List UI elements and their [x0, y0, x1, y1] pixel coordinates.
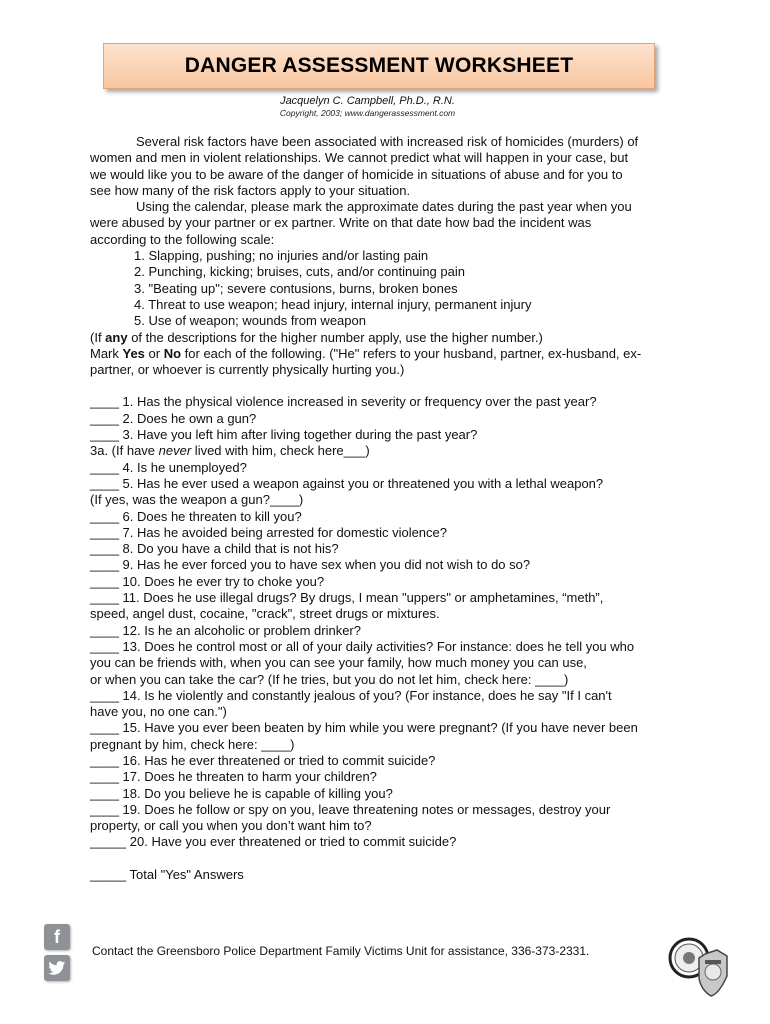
- question-17[interactable]: ____ 17. Does he threaten to harm your children?: [90, 769, 377, 785]
- twitter-icon[interactable]: [44, 955, 70, 981]
- question-13[interactable]: ____ 13. Does he control most or all of your daily activities? For instance: does he tell you who: [90, 638, 635, 654]
- question-20[interactable]: _____ 20. Have you ever threatened or tried to commit suicide?: [90, 834, 457, 850]
- question-19[interactable]: ____ 19. Does he follow or spy on you, leave threatening notes or messages, destroy your: [90, 801, 611, 817]
- question-15[interactable]: ____ 15. Have you ever been beaten by him while you were pregnant? (If you have never been: [90, 720, 638, 736]
- intro-line: women and men in violent relationships. We cannot predict what will happen in your case, but: [90, 150, 629, 166]
- question-5[interactable]: ____ 5. Has he ever used a weapon against you or threatened you with a lethal weapon?: [90, 475, 604, 491]
- any-bold: any: [105, 329, 128, 345]
- question-13-cont: you can be friends with, when you can see your family, how much money you can use,: [90, 655, 587, 671]
- scale-item: 5. Use of weapon; wounds from weapon: [134, 313, 366, 329]
- mark-instruction: [90, 346, 690, 362]
- mark-pre: Mark: [90, 345, 123, 361]
- intro-line: see how many of the risk factors apply to your situation.: [90, 182, 411, 198]
- question-7[interactable]: ____ 7. Has he avoided being arrested for domestic violence?: [90, 524, 447, 540]
- mark-yes: Yes: [122, 345, 145, 361]
- total-yes-answers[interactable]: _____ Total "Yes" Answers: [90, 866, 244, 882]
- question-11-cont: speed, angel dust, cocaine, "crack", street drugs or mixtures.: [90, 606, 440, 622]
- question-10[interactable]: ____ 10. Does he ever try to choke you?: [90, 573, 325, 589]
- scale-item: 2. Punching, kicking; bruises, cuts, and/or continuing pain: [134, 264, 465, 280]
- question-3a[interactable]: [90, 443, 690, 459]
- scale-item: 1. Slapping, pushing; no injuries and/or lasting pain: [134, 248, 429, 264]
- question-1[interactable]: ____ 1. Has the physical violence increased in severity or frequency over the past year?: [90, 394, 597, 410]
- question-16[interactable]: ____ 16. Has he ever threatened or tried to commit suicide?: [90, 752, 436, 768]
- scale-item: 3. "Beating up"; severe contusions, burns, broken bones: [134, 280, 458, 296]
- question-2[interactable]: ____ 2. Does he own a gun?: [90, 410, 257, 426]
- facebook-icon[interactable]: f: [44, 924, 70, 950]
- mark-post: for each of the following. ("He" refers to your husband, partner, ex-husband, ex-: [181, 345, 642, 361]
- question-6[interactable]: ____ 6. Does he threaten to kill you?: [90, 508, 302, 524]
- any-post: of the descriptions for the higher number apply, use the higher number.): [127, 329, 543, 345]
- intro-line: Using the calendar, please mark the approximate dates during the past year when you: [136, 199, 632, 215]
- question-18[interactable]: ____ 18. Do you believe he is capable of killing you?: [90, 785, 393, 801]
- question-13-check[interactable]: or when you can take the car? (If he tries, but you do not let him, check here: ____): [90, 671, 569, 687]
- intro-line: according to the following scale:: [90, 231, 275, 247]
- q3a-pre: 3a. (If have: [90, 443, 159, 459]
- badge-graphic: [667, 932, 729, 1000]
- q3a-post: lived with him, check here___): [191, 443, 370, 459]
- question-15-check[interactable]: pregnant by him, check here: ____): [90, 736, 295, 752]
- question-12[interactable]: ____ 12. Is he an alcoholic or problem drinker?: [90, 622, 361, 638]
- mark-instruction-cont: partner, or whoever is currently physically hurting you.): [90, 362, 405, 378]
- question-14-cont: have you, no one can."): [90, 704, 227, 720]
- mark-no: No: [163, 345, 182, 361]
- copyright-line: Copyright, 2003; www.dangerassessment.com: [279, 108, 456, 118]
- title-banner: [103, 43, 655, 89]
- intro-line: were abused by your partner or ex partner. Write on that date how bad the incident was: [90, 215, 592, 231]
- question-3[interactable]: ____ 3. Have you left him after living together during the past year?: [90, 427, 478, 443]
- intro-line: Several risk factors have been associated with increased risk of homicides (murders) of: [136, 134, 639, 149]
- q3a-em: never: [158, 443, 192, 459]
- question-4[interactable]: ____ 4. Is he unemployed?: [90, 459, 247, 475]
- intro-line: we would like you to be aware of the danger of homicide in situations of abuse and for you to: [90, 166, 623, 182]
- scale-item: 4. Threat to use weapon; head injury, internal injury, permanent injury: [134, 296, 532, 312]
- question-19-cont: property, or call you when you don’t want him to?: [90, 818, 372, 834]
- mark-or: or: [144, 345, 164, 361]
- question-14[interactable]: ____ 14. Is he violently and constantly jealous of you? (For instance, does he say "If I can't: [90, 687, 612, 703]
- question-8[interactable]: ____ 8. Do you have a child that is not his?: [90, 541, 339, 557]
- police-badge-logo: [667, 932, 729, 1000]
- twitter-bird-glyph: [48, 961, 66, 976]
- any-instruction: [90, 330, 690, 346]
- author-line: Jacquelyn C. Campbell, Ph.D., R.N.: [280, 95, 455, 107]
- question-9[interactable]: ____ 9. Has he ever forced you to have sex when you did not wish to do so?: [90, 557, 531, 573]
- question-5-gun[interactable]: (If yes, was the weapon a gun?____): [90, 492, 304, 508]
- page-title: DANGER ASSESSMENT WORKSHEET: [184, 54, 574, 77]
- question-11[interactable]: ____ 11. Does he use illegal drugs? By drugs, I mean "uppers" or amphetamines, “meth”,: [90, 590, 604, 606]
- worksheet-body: [90, 134, 690, 883]
- footer-contact: Contact the Greensboro Police Department Family Victims Unit for assistance, 336-373-2331.: [92, 944, 590, 958]
- any-pre: (If: [90, 329, 106, 345]
